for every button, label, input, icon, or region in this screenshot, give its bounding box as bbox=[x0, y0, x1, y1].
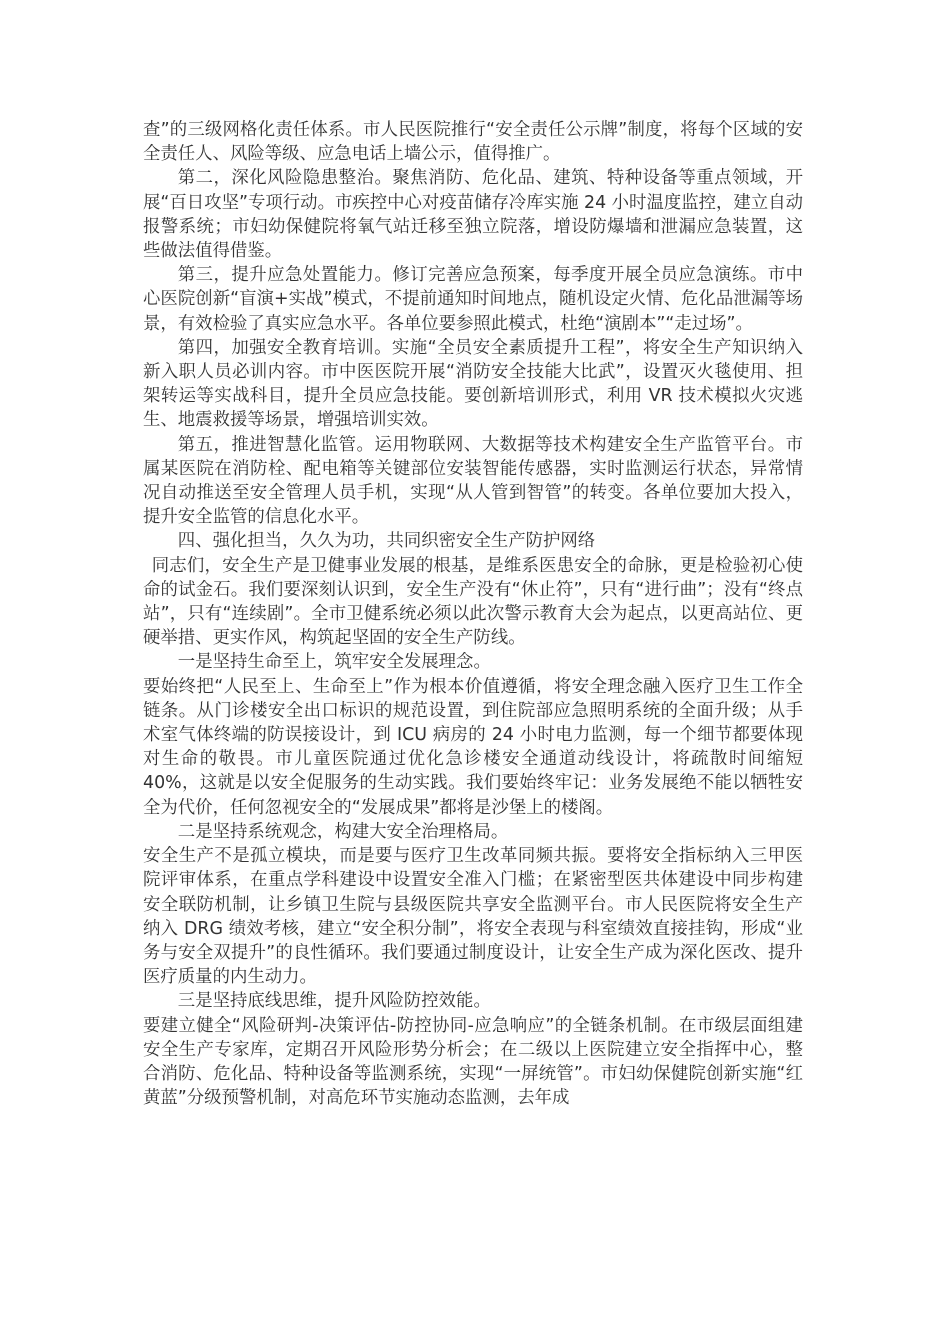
paragraph-point-two: 第二，深化风险隐患整治。聚焦消防、危化品、建筑、特种设备等重点领域，开展“百日攻坚”专项行动。市疾控中心对疫苗储存冷库实施 24 小时温度监控，建立自动报警系统；市妇幼保健院将氧气站迁移至独立院落，增设防爆墙和泄漏应急装置，这些做法值得借鉴。 bbox=[143, 168, 803, 262]
subheading-one: 一是坚持生命至上，筑牢安全发展理念。 bbox=[177, 652, 491, 673]
paragraph-comrades: 同志们，安全生产是卫健事业发展的根基，是维系医患安全的命脉，更是检验初心使命的试金石。我们要深刻认识到，安全生产没有“休止符”，只有“进行曲”；没有“终点站”，只有“连续剧”。全市卫健系统必须以此次警示教育大会为起点，以更高站位、更硬举措、更实作风，构筑起坚固的安全生产防线。 bbox=[143, 555, 803, 649]
paragraph-life-first: 要始终把“人民至上、生命至上”作为根本价值遵循，将安全理念融入医疗卫生工作全链条。从门诊楼安全出口标识的规范设置，到住院部应急照明系统的全面升级；从手术室气体终端的防误接设计，到 ICU 病房的 24 小时电力监测，每一个细节都要体现对生命的敬畏。市儿童医院通过优化急诊楼安全通道动线设计，将疏散时间缩短 40%，这就是以安全促服务的生动实践。我们要始终牢记：业务发展绝不能以牺牲安全为代价，任何忽视安全的“发展成果”都将是沙堡上的楼阁。 bbox=[143, 676, 803, 818]
document-page bbox=[143, 118, 803, 1110]
subheading-three: 三是坚持底线思维，提升风险防控效能。 bbox=[177, 991, 491, 1012]
paragraph-system-view: 安全生产不是孤立模块，而是要与医疗卫生改革同频共振。要将安全指标纳入三甲医院评审体系，在重点学科建设中设置安全准入门槛；在紧密型医共体建设中同步构建安全联防机制，让乡镇卫生院与县级医院共享安全监测平台。市人民医院将安全生产纳入 DRG 绩效考核，建立“安全积分制”，将安全表现与科室绩效直接挂钩，形成“业务与安全双提升”的良性循环。我们要通过制度设计，让安全生产成为深化医改、提升医疗质量的内生动力。 bbox=[143, 846, 803, 988]
paragraph-point-three: 第三，提升应急处置能力。修订完善应急预案，每季度开展全员应急演练。市中心医院创新“盲演+实战”模式，不提前通知时间地点，随机设定火情、危化品泄漏等场景，有效检验了真实应急水平。各单位要参照此模式，杜绝“演剧本”“走过场”。 bbox=[143, 265, 803, 334]
section-heading-four: 四、强化担当，久久为功，共同织密安全生产防护网络 bbox=[177, 531, 596, 552]
paragraph-point-five: 第五，推进智慧化监管。运用物联网、大数据等技术构建安全生产监管平台。市属某医院在消防栓、配电箱等关键部位安装智能传感器，实时监测运行状态，异常情况自动推送至安全管理人员手机，实现“从人管到智管”的转变。各单位要加大投入，提升安全监管的信息化水平。 bbox=[143, 434, 803, 528]
paragraph-continuation: 查”的三级网格化责任体系。市人民医院推行“安全责任公示牌”制度，将每个区域的安全责任人、风险等级、应急电话上墙公示，值得推广。 bbox=[143, 120, 803, 165]
paragraph-point-four: 第四，加强安全教育培训。实施“全员安全素质提升工程”，将安全生产知识纳入新入职人员必训内容。市中医医院开展“消防安全技能大比武”，设置灭火毯使用、担架转运等实战科目，提升全员应急技能。要创新培训形式，利用 VR 技术模拟火灾逃生、地震救援等场景，增强培训实效。 bbox=[143, 337, 803, 431]
paragraph-bottom-line: 要建立健全“风险研判-决策评估-防控协同-应急响应”的全链条机制。在市级层面组建安全生产专家库，定期召开风险形势分析会；在二级以上医院建立安全指挥中心，整合消防、危化品、特种设备等监测系统，实现“一屏统管”。市妇幼保健院创新实施“红黄蓝”分级预警机制，对高危环节实施动态监测，去年成 bbox=[143, 1015, 803, 1109]
subheading-two: 二是坚持系统观念，构建大安全治理格局。 bbox=[177, 821, 509, 842]
